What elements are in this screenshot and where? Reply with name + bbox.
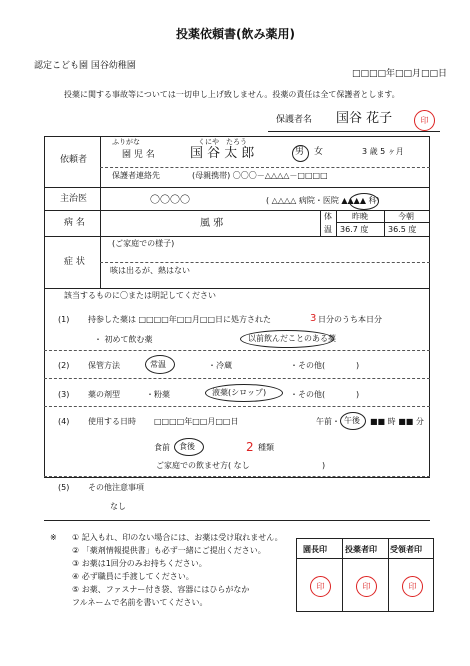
item-4-time[interactable]: ■■ 時 ■■ 分 [370, 417, 424, 426]
item-divider-2 [44, 378, 430, 379]
child-name[interactable]: 国 谷 太 郎 [190, 146, 255, 161]
seal-header-receiver: 受領者印 [390, 545, 422, 554]
item-1-prev-used[interactable]: 以前飲んだことのある薬 [248, 334, 336, 343]
row-divider-1 [44, 187, 430, 188]
note-6: フルネームで名前を書いてください。 [72, 598, 208, 607]
instruction-text: 該当するものに〇または明記してください [64, 291, 216, 300]
item-2-refrigerate[interactable]: ・冷蔵 [208, 361, 232, 370]
guardian-label: 保護者名 [276, 115, 313, 125]
disease-label: 病 名 [64, 218, 85, 228]
item-4-home-method[interactable]: ご家庭での飲ませ方( なし [156, 461, 250, 470]
item-4-before-meal[interactable]: 食前 [154, 443, 170, 452]
item-1-first-time[interactable]: ・ 初めて飲む薬 [94, 335, 153, 344]
doctor-name[interactable]: 〇〇〇〇 [150, 195, 190, 206]
seal-principal-stamp[interactable]: 印 [310, 576, 331, 597]
row-divider-4 [44, 288, 430, 289]
item-1-text[interactable]: 持参した薬は □□□□年□□月□□日に処方された [88, 315, 272, 324]
disclaimer-text: 投薬に関する事故等については一切申し上げ致しません。投薬の責任は全て保護者とします。 [64, 90, 400, 99]
item-divider-3 [44, 406, 430, 407]
row-divider-3 [44, 236, 430, 237]
temp-divider-c [384, 210, 385, 236]
note-2: ② 「薬剤情報提供書」も必ず一緒にご提出ください。 [72, 546, 266, 555]
item-2-number: (2) [58, 361, 70, 370]
temp-label-bottom: 温 [324, 225, 332, 234]
notes-mark: ※ [50, 533, 57, 542]
item-5-bottom-line [44, 520, 430, 521]
row-divider-2 [44, 210, 430, 211]
item-divider-1 [44, 350, 430, 351]
item-4-am[interactable]: 午前・ [316, 417, 340, 426]
item-5-label: その他注意事項 [88, 483, 144, 492]
gender-female[interactable]: 女 [314, 147, 324, 157]
seal-divider-2 [388, 538, 389, 612]
item-1-days[interactable]: 3 [310, 313, 317, 324]
item-1-days-suffix: 日分のうち本日分 [318, 315, 382, 324]
child-name-label: 園 児 名 [122, 150, 155, 160]
gender-male[interactable]: 男 [295, 147, 305, 157]
symptoms-value[interactable]: 咳は出るが、熱はない [110, 266, 190, 275]
clinic-circle [349, 193, 379, 210]
temp-divider-a [320, 210, 321, 236]
contact-value[interactable]: (母親携帯) 〇〇〇－△△△△－□□□□ [192, 171, 328, 180]
item-5-value[interactable]: なし [110, 502, 126, 511]
guardian-underline [268, 131, 440, 132]
hospital-value[interactable]: ( △△△△ 病院・医院 ▲▲▲▲ 科) [266, 196, 380, 205]
last-night-temp[interactable]: 36.7 度 [340, 225, 369, 234]
note-1: ① 記入もれ、印のない場合には、お薬は受け取れません。 [72, 533, 283, 542]
contact-label: 保護者連絡先 [112, 171, 160, 180]
item-1-number: (1) [58, 315, 70, 324]
guardian-seal-stamp: 印 [414, 110, 435, 131]
item-2-room-temp[interactable]: 常温 [150, 360, 166, 369]
item-4-after-meal[interactable]: 食後 [179, 442, 195, 451]
item-3-number: (3) [58, 390, 70, 399]
temp-divider-b [336, 210, 337, 236]
item-4-date[interactable]: □□□□年□□月□□日 [154, 417, 239, 426]
temp-header-divider [336, 222, 430, 223]
item-2-other-end: ) [356, 361, 360, 370]
item-4-pm[interactable]: 午後 [344, 416, 360, 425]
requester-label: 依頼者 [60, 155, 88, 165]
this-morning-label: 今朝 [398, 212, 414, 221]
seal-header-administrator: 投薬者印 [345, 545, 377, 554]
furigana-label: ふりがな [112, 138, 140, 146]
requester-dashed-line [100, 167, 430, 168]
date-field[interactable]: □□□□年□□月□□日 [352, 69, 448, 79]
label-column-divider [100, 136, 101, 288]
symptoms-label: 症 状 [64, 257, 85, 267]
this-morning-temp[interactable]: 36.5 度 [388, 225, 417, 234]
item-4-number: (4) [58, 417, 70, 426]
furigana-value[interactable]: くにや たろう [198, 138, 247, 146]
item-4-home-end: ) [322, 461, 326, 470]
item-3-other[interactable]: ・その他( [290, 390, 326, 399]
school-name: 認定こども園 国谷幼稚園 [34, 61, 136, 71]
item-3-other-end: ) [356, 390, 360, 399]
guardian-name[interactable]: 国谷 花子 [336, 111, 393, 126]
note-5: ⑤ お薬、ファスナー付き袋、容器にはひらがなか [72, 585, 250, 594]
seal-header-principal: 園長印 [303, 545, 327, 554]
doctor-label: 主治医 [60, 194, 88, 204]
child-age[interactable]: 3 歳 5 ヶ月 [362, 147, 404, 156]
item-2-label: 保管方法 [88, 361, 120, 370]
item-2-other[interactable]: ・その他( [290, 361, 326, 370]
item-divider-4 [44, 476, 430, 477]
item-4-kinds-suffix: 種類 [258, 443, 274, 452]
item-4-kinds-count[interactable]: 2 [246, 440, 254, 454]
seal-divider-1 [342, 538, 343, 612]
item-4-label: 使用する日時 [88, 417, 136, 426]
temp-label-top: 体 [324, 212, 332, 221]
item-3-syrup[interactable]: 液薬(シロップ) [212, 388, 267, 397]
note-4: ④ 必ず職員に手渡してください。 [72, 572, 194, 581]
seal-receiver-stamp[interactable]: 印 [402, 576, 423, 597]
item-3-powder[interactable]: ・粉薬 [146, 390, 170, 399]
last-night-label: 昨晩 [352, 212, 368, 221]
disease-value[interactable]: 風 邪 [200, 218, 224, 229]
item-5-number: (5) [58, 483, 70, 492]
symptoms-note: (ご家庭での様子) [112, 239, 175, 248]
item-3-label: 薬の剤型 [88, 390, 120, 399]
seal-header-divider [296, 558, 434, 559]
document-title: 投薬依頼書(飲み薬用) [176, 27, 295, 41]
symptom-dashed-line [100, 262, 430, 263]
note-3: ③ お薬は1回分のみお持ちください。 [72, 559, 207, 568]
seal-administrator-stamp[interactable]: 印 [356, 576, 377, 597]
